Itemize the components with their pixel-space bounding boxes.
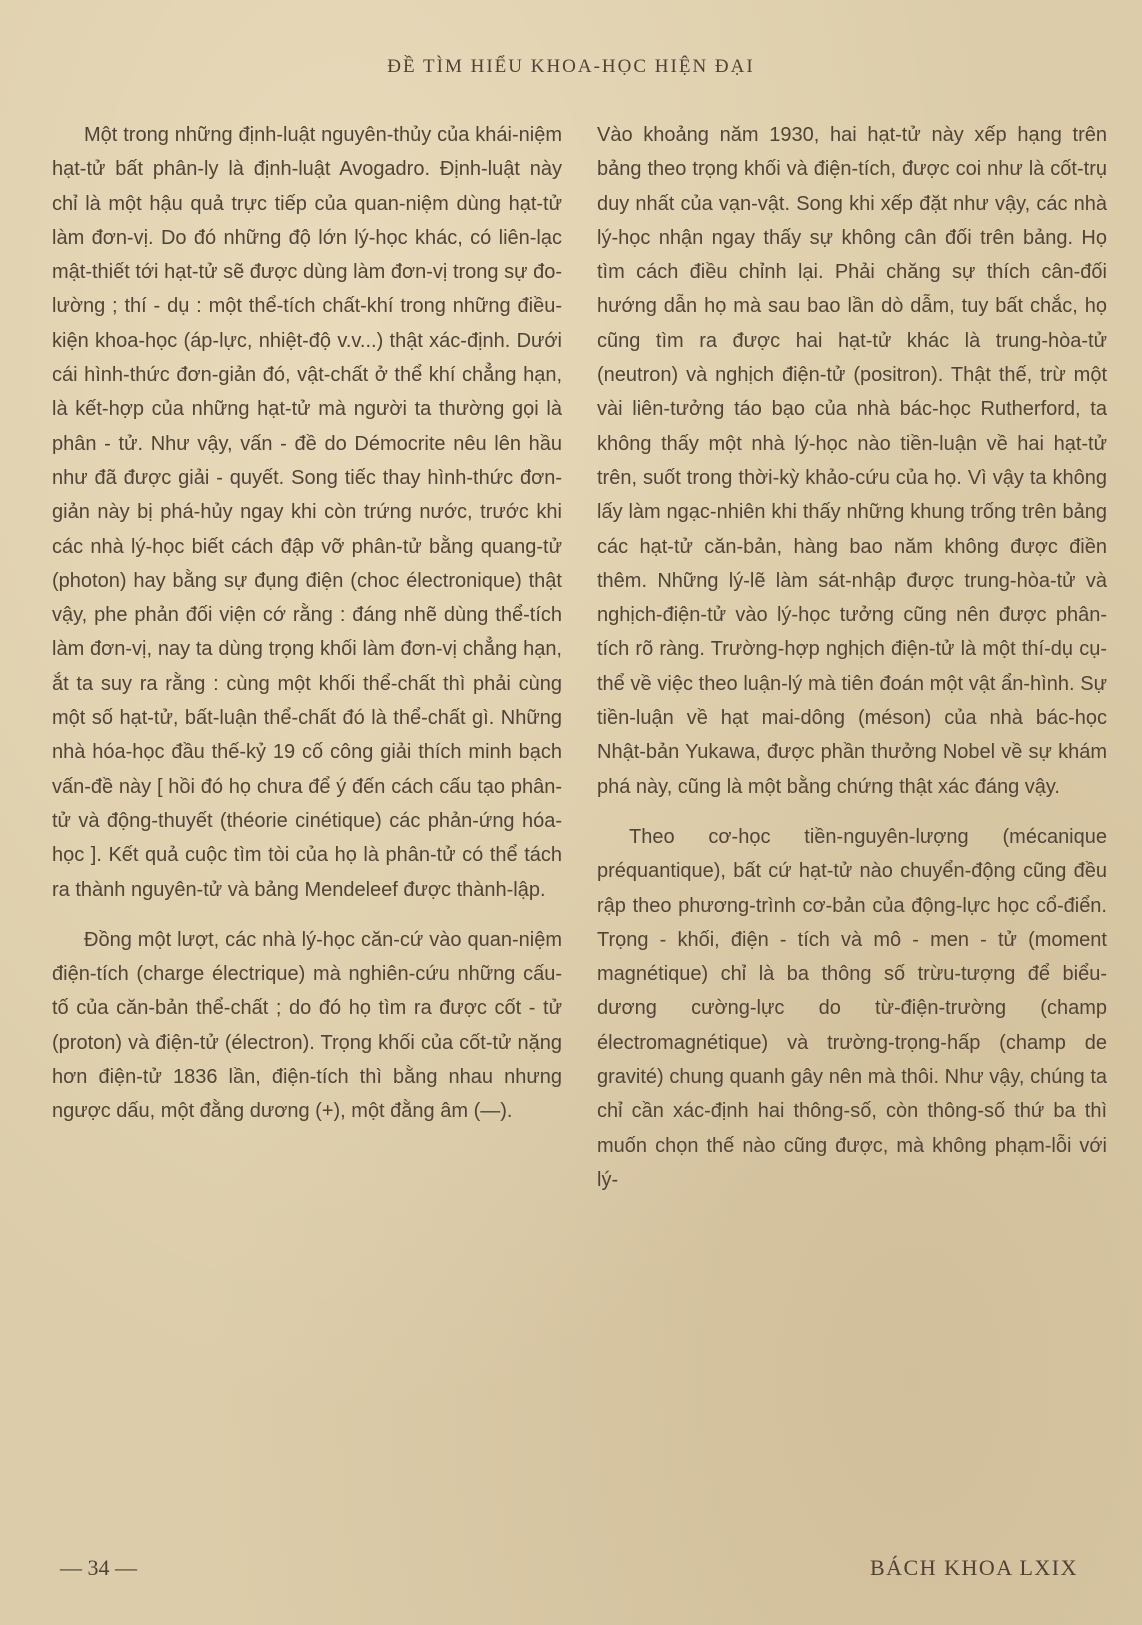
paragraph-avogadro: Một trong những định-luật nguyên-thủy của khái-niệm hạt-tử bất phân-ly là định-luật Avogadro. Định-luật này chỉ là một hậu quả trực tiếp của quan-niệm dùng hạt-tử làm đơn-vị. Do đó những độ lớn lý-học khác, có liên-lạc mật-thiết tới hạt-tử sẽ được dùng làm đơn-vị trong sự đo-lường ; thí - dụ : một thể-tích chất-khí trong những điều-kiện khoa-học (áp-lực, nhiệt-độ v.v...) thật xác-định. Dưới cái hình-thức đơn-giản đó, vật-chất ở thể khí chẳng hạn, là kết-hợp của những hạt-tử mà người ta thường gọi là phân - tử. Như vậy, vấn - đề do Démocrite nêu lên hầu như đã được giải - quyết. Song tiếc thay hình-thức đơn-giản này bị phá-hủy ngay khi còn trứng nước, trước khi các nhà lý-học biết cách đập vỡ phân-tử bằng quang-tử (photon) hay bằng sự đụng điện (choc électronique) thật vậy, phe phản đối viện cớ rằng : đáng nhẽ dùng thể-tích làm đơn-vị, nay ta dùng trọng khối làm đơn-vị chẳng hạn, ắt ta suy ra rằng : cùng một khối thể-chất thì phải cùng một số hạt-tử, bất-luận thể-chất đó là thể-chất gì. Những nhà hóa-học đầu thế-kỷ 19 cố công giải thích minh bạch vấn-đề này [ hồi đó họ chưa để ý đến cách cấu tạo phân-tử và động-thuyết (théorie cinétique) các phản-ứng hóa-học ]. Kết quả cuộc tìm tòi của họ là phân-tử có thể tách ra thành nguyên-tử và bảng Mendeleef được thành-lập. [52, 124, 562, 901]
running-header: ĐỀ TÌM HIỂU KHOA-HỌC HIỆN ĐẠI [387, 56, 755, 77]
left-column [52, 118, 562, 1129]
page-number: — 34 — [60, 1555, 137, 1580]
paragraph-prequantum-mechanics: Theo cơ-học tiền-nguyên-lượng (mécanique préquantique), bất cứ hạt-tử nào chuyển-động cũng đều rập theo phương-trình cơ-bản của động-lực học cổ-điển. Trọng - khối, điện - tích và mô - men - tử (moment magnétique) chỉ là ba thông số trừu-tượng để biểu-dương cường-lực do từ-điện-trường (champ électromagnétique) và trường-trọng-hấp (champ de gravité) chung quanh gây nên mà thôi. Như vậy, chúng ta chỉ cần xác-định hai thông-số, còn thông-số thứ ba thì muốn chọn thế nào cũng được, mà không phạm-lỗi với lý- [597, 825, 1107, 1191]
publication-name: BÁCH KHOA LXIX [870, 1555, 1078, 1580]
right-column [597, 118, 1107, 1197]
paragraph-neutron-positron: Vào khoảng năm 1930, hai hạt-tử này xếp hạng trên bảng theo trọng khối và điện-tích, được coi như là cốt-trụ duy nhất của vạn-vật. Song khi xếp đặt như vậy, các nhà lý-học nhận ngay thấy sự không cân đối trên bảng. Họ tìm cách điều chỉnh lại. Phải chăng sự thích cân-đối hướng dẫn họ mà sau bao lần dò dẫm, tuy bất chắc, họ cũng tìm ra được hai hạt-tử khác là trung-hòa-tử (neutron) và nghịch điện-tử (positron). Thật thế, trừ một vài liên-tưởng táo bạo của nhà bác-học Rutherford, ta không thấy một nhà lý-học nào tiền-luận về hai hạt-tử trên, suốt trong thời-kỳ khảo-cứu của họ. Vì vậy ta không lấy làm ngạc-nhiên khi thấy những khung trống trên bảng các hạt-tử căn-bản, hàng bao năm không được điền thêm. Những lý-lẽ làm sát-nhập được trung-hòa-tử và nghịch-điện-tử vào lý-học tưởng cũng nên được phân-tích rõ ràng. Trường-hợp nghịch điện-tử là một thí-dụ cụ-thể về việc theo luận-lý mà tiên đoán một vật ẩn-hình. Sự tiền-luận về hạt mai-dông (méson) của nhà bác-học Nhật-bản Yukawa, được phần thưởng Nobel về sự khám phá này, cũng là một bằng chứng thật xác đáng vậy. [597, 124, 1107, 798]
paragraph-proton-electron: Đồng một lượt, các nhà lý-học căn-cứ vào quan-niệm điện-tích (charge électrique) mà nghiên-cứu những cấu-tố của căn-bản thể-chất ; do đó họ tìm ra được cốt - tử (proton) và điện-tử (électron). Trọng khối của cốt-tử nặng hơn điện-tử 1836 lần, điện-tích thì bằng nhau nhưng ngược dấu, một đằng dương (+), một đằng âm (—). [52, 928, 562, 1123]
